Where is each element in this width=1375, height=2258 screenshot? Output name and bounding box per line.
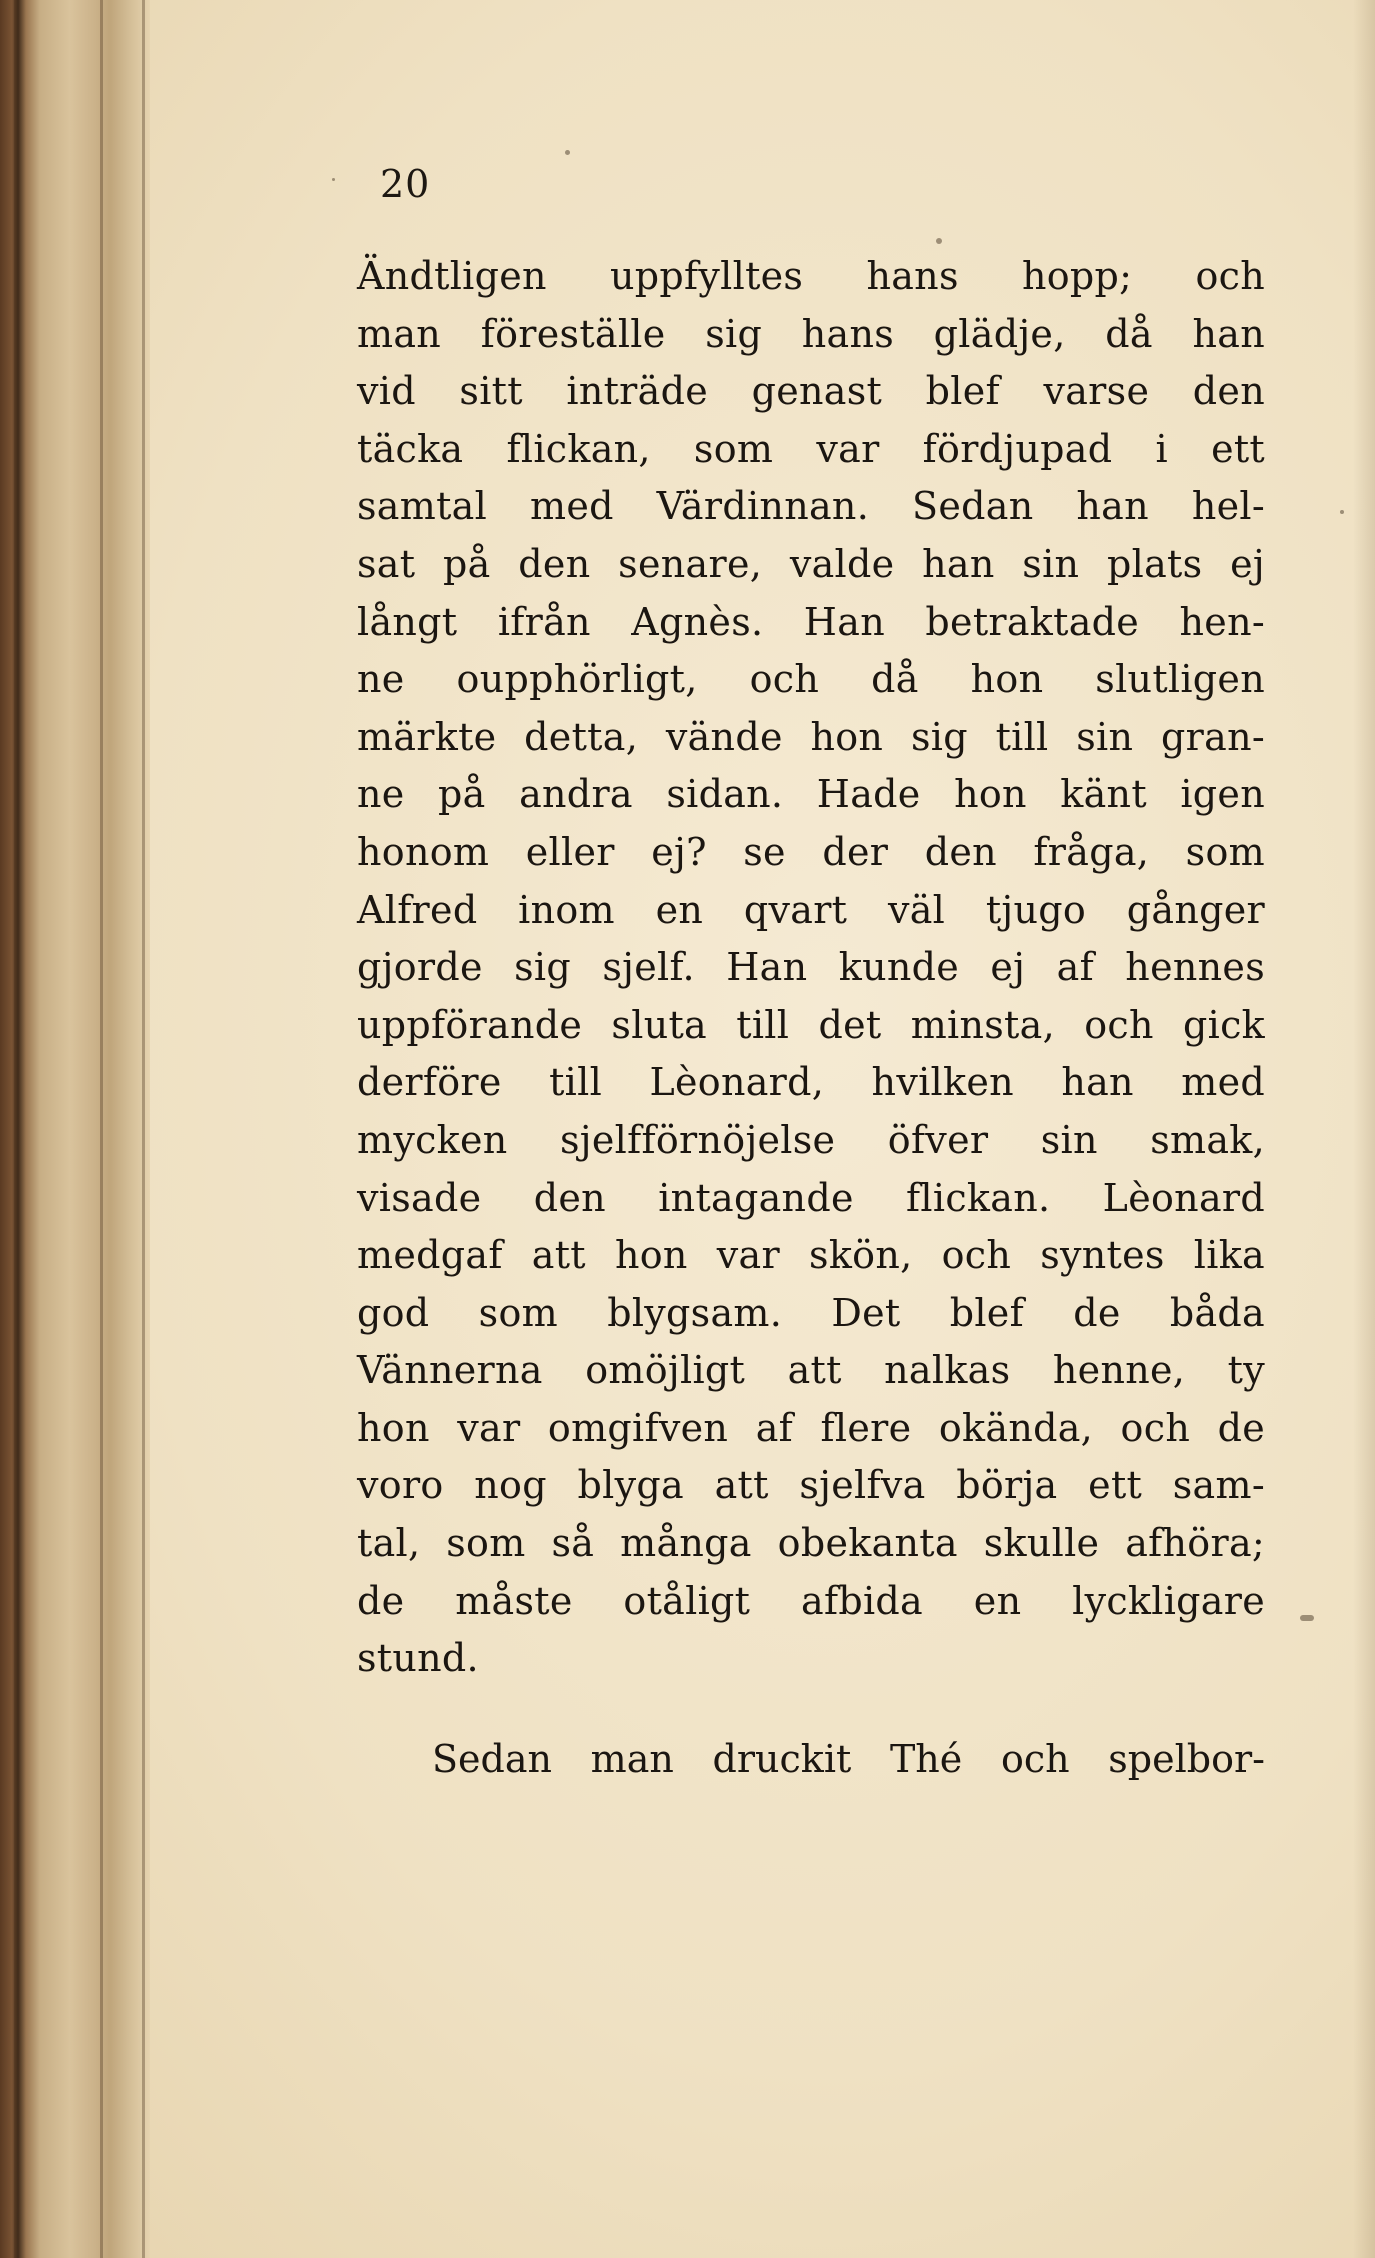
next-paragraph-line: Sedan man druckit Thé och spelbor- [432, 1737, 1265, 1781]
text-line: derföre till Lèonard, hvilken han med [357, 1060, 1265, 1105]
text-line: hon var omgifven af flere okända, och de [357, 1405, 1265, 1450]
body-text [357, 248, 1265, 1688]
text-line: märkte detta, vände hon sig till sin gran- [357, 714, 1265, 759]
binding-edge [100, 0, 103, 2258]
text-line: Vännerna omöjligt att nalkas henne, ty [357, 1348, 1265, 1393]
text-line: gjorde sig sjelf. Han kunde ej af hennes [357, 945, 1265, 990]
text-line: ne oupphörligt, och då hon slutligen [357, 657, 1265, 702]
text-line: god som blygsam. Det blef de båda [357, 1290, 1265, 1335]
paper-speck [1300, 1615, 1314, 1621]
page-edge-shadow [1353, 0, 1375, 2258]
text-line: visade den intagande flickan. Lèonard [357, 1175, 1265, 1220]
text-line: voro nog blyga att sjelfva börja ett sam- [357, 1463, 1265, 1508]
text-line: uppförande sluta till det minsta, och gick [357, 1002, 1265, 1047]
text-line: sat på den senare, valde han sin plats ej [357, 541, 1265, 586]
text-line: ne på andra sidan. Hade hon känt igen [357, 772, 1265, 817]
text-line: täcka flickan, som var fördjupad i ett [357, 426, 1265, 471]
book-binding [0, 0, 150, 2258]
text-line: samtal med Värdinnan. Sedan han hel- [357, 484, 1265, 529]
paper-speck [565, 150, 570, 155]
paper-speck [332, 178, 335, 181]
text-line: långt ifrån Agnès. Han betraktade hen- [357, 599, 1265, 644]
text-line: medgaf att hon var skön, och syntes lika [357, 1233, 1265, 1278]
text-line: man föreställe sig hans glädje, då han [357, 311, 1265, 356]
text-line: de måste otåligt afbida en lyckligare [357, 1578, 1265, 1623]
text-line: tal, som så många obekanta skulle afhöra; [357, 1521, 1265, 1566]
text-line: mycken sjelfförnöjelse öfver sin smak, [357, 1117, 1265, 1162]
text-line: Ändtligen uppfylltes hans hopp; och [357, 254, 1265, 298]
text-line: vid sitt inträde genast blef varse den [357, 369, 1265, 414]
paper-speck [936, 238, 942, 244]
page-number: 20 [380, 162, 431, 206]
text-line: stund. [357, 1636, 479, 1681]
text-line: honom eller ej? se der den fråga, som [357, 829, 1265, 874]
paper-speck [1340, 510, 1344, 514]
text-line: Alfred inom en qvart väl tjugo gånger [357, 887, 1265, 932]
binding-edge [142, 0, 145, 2258]
binding-edge [14, 0, 17, 2258]
